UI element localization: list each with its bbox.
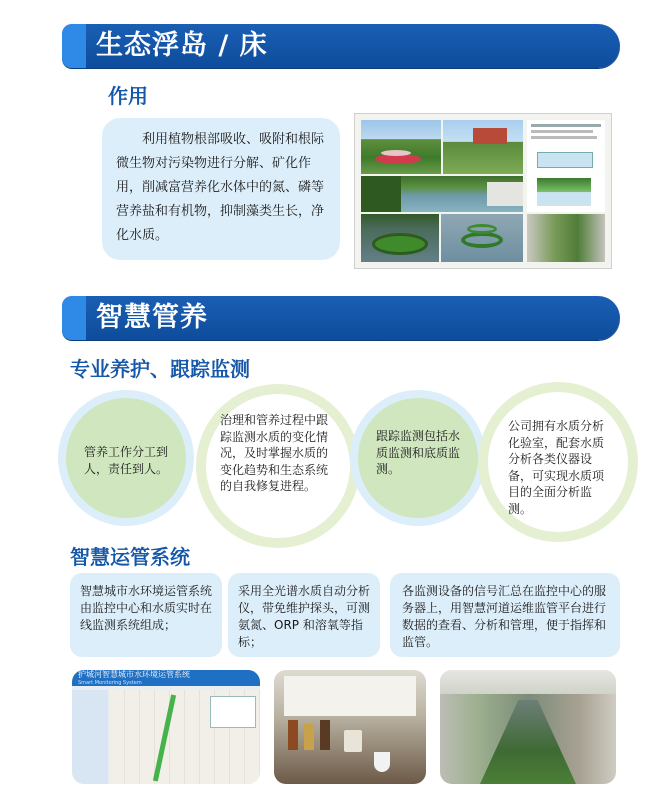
card-text: 采用全光谱水质自动分析仪，带免维护探头，可测氨氮、ORP 和溶氧等指标； — [238, 584, 371, 649]
floating-island-photo-collage — [354, 113, 612, 269]
system-card-platform — [390, 573, 620, 657]
circle-laboratory — [488, 392, 628, 532]
photo-canal-planting — [527, 214, 605, 262]
banner-accent-bar — [62, 296, 86, 340]
system-card-analyzer — [228, 573, 380, 657]
circle-monitoring — [358, 398, 478, 518]
circle-responsibility — [66, 398, 186, 518]
photo-monitoring-system-screen — [72, 670, 260, 784]
function-description-box — [102, 118, 340, 260]
photo-river-floating-beds — [361, 176, 523, 212]
photo-riverside-park — [443, 120, 523, 174]
card-text: 各监测设备的信号汇总在监控中心的服务器上，用智慧河道运维监管平台进行数据的查看、分析和管理，便于指挥和监管。 — [402, 584, 607, 649]
photo-round-island — [361, 214, 439, 262]
canal-sky — [440, 670, 616, 694]
system-card-composition — [70, 573, 222, 657]
circle-laboratory-outer — [478, 382, 638, 542]
circle-tracking — [206, 394, 350, 538]
circle-tracking-outer — [196, 384, 360, 548]
monitoring-heading: 专业养护、跟踪监测 — [70, 357, 250, 381]
function-description: 利用植物根部吸收、吸附和根际微生物对污染物进行分解、矿化作用，削减富营养化水体中的氮、磷等营养盐和有机物，抑制藻类生长，净化水质。 — [116, 132, 325, 243]
canal-water — [480, 700, 576, 784]
photo-canal-monitoring — [440, 670, 616, 784]
circle-text: 公司拥有水质分析化验室，配套水质分析各类仪器设备，可实现水质项目的全面分析监测。 — [508, 419, 605, 516]
photo-water-quality-lab — [274, 670, 426, 784]
circle-text: 管养工作分工到人，责任到人。 — [84, 445, 169, 476]
card-text: 智慧城市水环境运管系统由监控中心和水质实时在线监测系统组成； — [80, 584, 213, 632]
section-title: 生态浮岛 / 床 — [96, 30, 268, 61]
banner-accent-bar — [62, 24, 86, 68]
section-banner-smart-maintenance — [62, 296, 620, 340]
screen-map — [110, 690, 260, 784]
screen-title: 护城河智慧城市水环境运管系统 — [78, 670, 190, 679]
screen-sidebar — [72, 690, 108, 784]
function-heading: 作用 — [108, 84, 148, 108]
circle-text: 跟踪监测包括水质监测和底质监测。 — [376, 429, 461, 476]
section-banner-ecological-island — [62, 24, 620, 68]
photo-ring-island — [441, 214, 523, 262]
circle-text: 治理和管养过程中跟踪监测水质的变化情况，及时掌握水质的变化趋势和生态系统的自我修复进程。 — [220, 413, 329, 493]
floating-bed-diagram — [527, 120, 605, 212]
smart-system-heading: 智慧运管系统 — [70, 545, 190, 569]
lab-shelf — [284, 676, 416, 716]
section-title: 智慧管养 — [96, 302, 208, 333]
circle-monitoring-outer — [350, 390, 486, 526]
screen-subtitle: Smart Monitoring System — [78, 680, 142, 686]
circle-responsibility-outer — [58, 390, 194, 526]
photo-floating-garden — [361, 120, 441, 174]
